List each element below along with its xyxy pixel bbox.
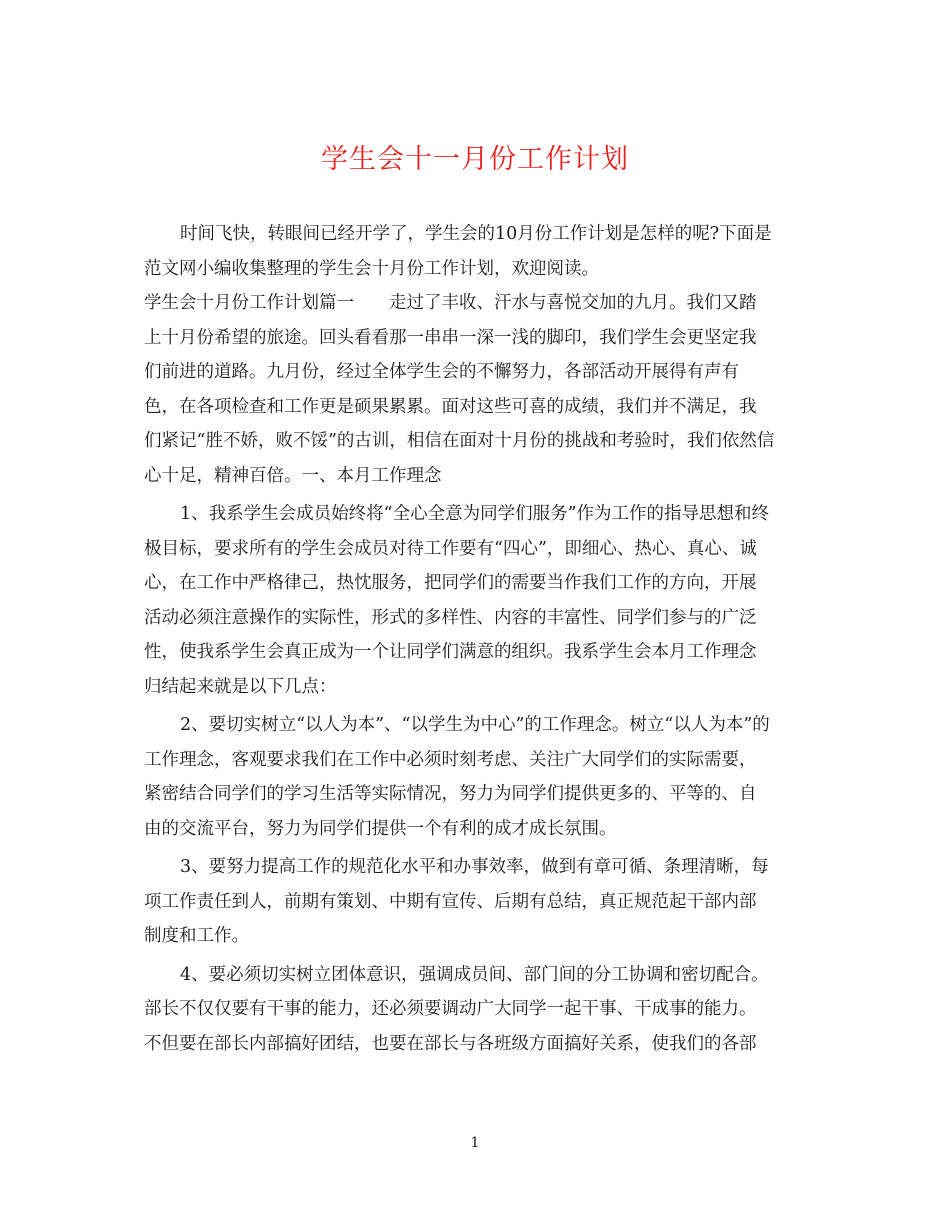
paragraph-line: 们紧记“胜不娇，败不馁”的古训，相信在面对十月份的挑战和考验时，我们依然信	[144, 431, 775, 451]
paragraph-line: 时间飞快，转眼间已经开学了，学生会的10月份工作计划是怎样的呢?下面是	[180, 224, 772, 244]
paragraph-line: 项工作责任到人，前期有策划、中期有宣传、后期有总结，真正规范起干部内部	[144, 891, 757, 912]
paragraph-line: 们前进的道路。九月份，经过全体学生会的不懈努力，各部活动开展得有声有	[144, 362, 739, 382]
paragraph-line: 归结起来就是以下几点：	[144, 676, 337, 697]
paragraph-line: 由的交流平台，努力为同学们提供一个有利的成才成长氛围。	[144, 818, 617, 839]
paragraph-line: 心，在工作中严格律己，热忱服务，把同学们的需要当作我们工作的方向，开展	[144, 573, 757, 593]
paragraph-line: 不但要在部长内部搞好团结，也要在部长与各班级方面搞好关系，使我们的各部	[144, 1033, 757, 1054]
page-number: 1	[470, 1135, 480, 1151]
paragraph-line: 工作理念，客观要求我们在工作中必须时刻考虑、关注广大同学们的实际需要，	[144, 749, 757, 770]
paragraph-line: 极目标，要求所有的学生会成员对待工作要有“四心”，即细心、热心、真心、诚	[144, 538, 757, 559]
paragraph-line: 紧密结合同学们的学习生活等实际情况，努力为同学们提供更多的、平等的、自	[144, 784, 757, 804]
paragraph-line: 1、我系学生会成员始终将“全心全意为同学们服务”作为工作的指导思想和终	[180, 504, 770, 524]
document-body	[144, 217, 809, 1061]
paragraph-line: 2、要切实树立“以人为本”、“以学生为中心”的工作理念。树立“以人为本”的	[180, 715, 770, 735]
paragraph-line: 制度和工作。	[144, 926, 249, 946]
paragraph-line: 4、要必须切实树立团体意识，强调成员间、部门间的分工协调和密切配合。	[180, 964, 769, 985]
paragraph-line: 性，使我系学生会真正成为一个让同学们满意的组织。我系学生会本月工作理念	[144, 642, 757, 662]
paragraph-line: 部长不仅仅要有干事的能力，还必须要调动广大同学一起干事、干成事的能力。	[144, 999, 757, 1019]
paragraph-line: 范文网小编收集整理的学生会十月份工作计划，欢迎阅读。	[144, 258, 599, 279]
paragraph-line: 学生会十月份工作计划篇一 走过了丰收、汗水与喜悦交加的九月。我们又踏	[144, 293, 757, 313]
document-title: 学生会十一月份工作计划	[321, 144, 629, 175]
paragraph-line: 色，在各项检查和工作更是硕果累累。面对这些可喜的成绩，我们并不满足，我	[144, 396, 757, 417]
paragraph-line: 3、要努力提高工作的规范化水平和办事效率，做到有章可循、条理清晰，每	[180, 857, 769, 877]
paragraph-line: 心十足，精神百倍。一、本月工作理念	[144, 465, 442, 486]
paragraph-line: 上十月份希望的旅途。回头看看那一串串一深一浅的脚印，我们学生会更坚定我	[144, 327, 757, 348]
paragraph-line: 活动必须注意操作的实际性，形式的多样性、内容的丰富性、同学们参与的广泛	[144, 607, 757, 628]
